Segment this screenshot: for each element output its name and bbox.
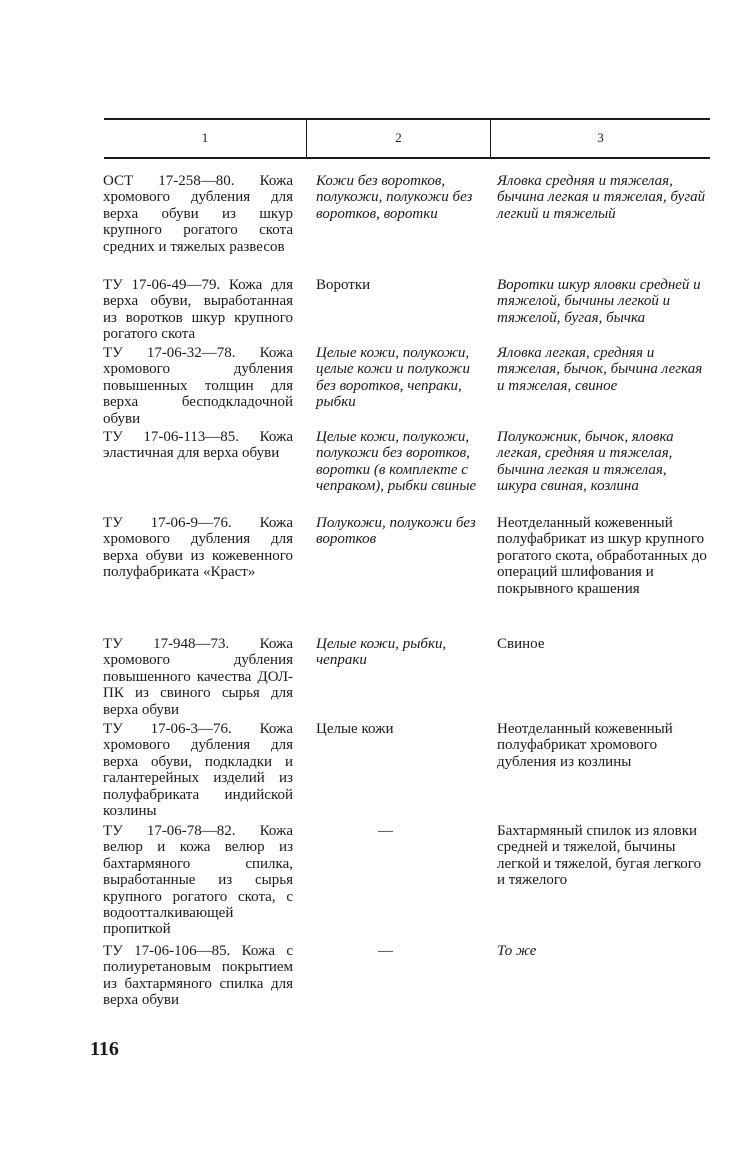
standard-cell: ТУ 17-06-106—85. Кожа с полиуретановым покрытием из бахтармяного спилка для верха обуви <box>103 943 293 1009</box>
table-header-rule <box>104 157 710 159</box>
column-header-3: 3 <box>597 130 604 145</box>
standard-cell: ТУ 17-06-32—78. Кожа хромового дубления повышенных толщин для верха бесподкладочной обуви <box>103 345 293 427</box>
product-type-cell: — <box>378 943 393 959</box>
product-type-cell: Целые кожи, полукожи, целые кожи и полукожи без воротков, чепраки, рыбки <box>316 345 470 411</box>
raw-material-cell: Неотделанный кожевенный полуфабрикат хромового дубления из козлины <box>497 721 673 770</box>
standard-cell: ТУ 17-06-49—79. Кожа для верха обуви, выработанная из воротков шкур крупного рогатого скота <box>103 277 293 343</box>
raw-material-cell: Яловка легкая, средняя и тяжелая, бычок, бычина легкая и тяжелая, свиное <box>497 345 703 394</box>
product-type-cell: Целые кожи <box>316 721 394 737</box>
raw-material-cell: Яловка средняя и тяжелая, бычина легкая и тяжелая, бугай легкий и тяжелый <box>497 173 706 222</box>
standard-cell: ТУ 17-06-9—76. Кожа хромового дубления для верха обуви из кожевенного полуфабриката «Краст» <box>103 515 293 581</box>
standard-cell: ТУ 17-06-78—82. Кожа велюр и кожа велюр из бахтармяного спилка, выработанные из сырья крупного рогатого скота, с водоотталкивающей пропиткой <box>103 823 293 938</box>
raw-material-cell: Неотделанный кожевенный полуфабрикат из шкур крупного рогатого скота, обработанных до операций шлифования и покрывного крашения <box>497 515 707 597</box>
standard-cell: ТУ 17-948—73. Кожа хромового дубления повышенного качества ДОЛ-ПК из свиного сырья для верха обуви <box>103 636 293 718</box>
table-top-rule <box>104 118 710 120</box>
raw-material-cell: То же <box>497 943 537 959</box>
standard-cell: ТУ 17-06-3—76. Кожа хромового дубления для верха обуви, подкладки и галантерейных изделий из полуфабриката индийской козлины <box>103 721 293 820</box>
page-number: 116 <box>90 1038 119 1060</box>
product-type-cell: — <box>378 823 393 839</box>
standard-cell: ТУ 17-06-113—85. Кожа эластичная для верха обуви <box>103 429 293 462</box>
raw-material-cell: Свиное <box>497 636 545 652</box>
standard-cell: ОСТ 17-258—80. Кожа хромового дубления для верха обуви из шкур крупного рогатого скота средних и тяжелых развесов <box>103 173 293 255</box>
raw-material-cell: Воротки шкур яловки средней и тяжелой, бычины легкой и тяжелой, бугая, бычка <box>497 277 701 326</box>
column-header-2: 2 <box>395 130 402 145</box>
product-type-cell: Целые кожи, рыбки, чепраки <box>316 636 447 669</box>
raw-material-cell: Полукожник, бычок, яловка легкая, средняя и тяжелая, бычина легкая и тяжелая, шкура свиная, козлина <box>497 429 674 495</box>
product-type-cell: Кожи без воротков, полукожи, полукожи без воротков, воротки <box>316 173 473 222</box>
column-header-1: 1 <box>201 130 209 145</box>
product-type-cell: Воротки <box>316 277 371 293</box>
raw-material-cell: Бахтармяный спилок из яловки средней и тяжелой, бычины легкой и тяжелой, бугая легкого и тяжелого <box>497 823 702 889</box>
product-type-cell: Целые кожи, полукожи, полукожи без воротков, воротки (в комплекте с чепраком), рыбки свиные <box>316 429 477 495</box>
product-type-cell: Полукожи, полукожи без воротков <box>316 515 476 548</box>
